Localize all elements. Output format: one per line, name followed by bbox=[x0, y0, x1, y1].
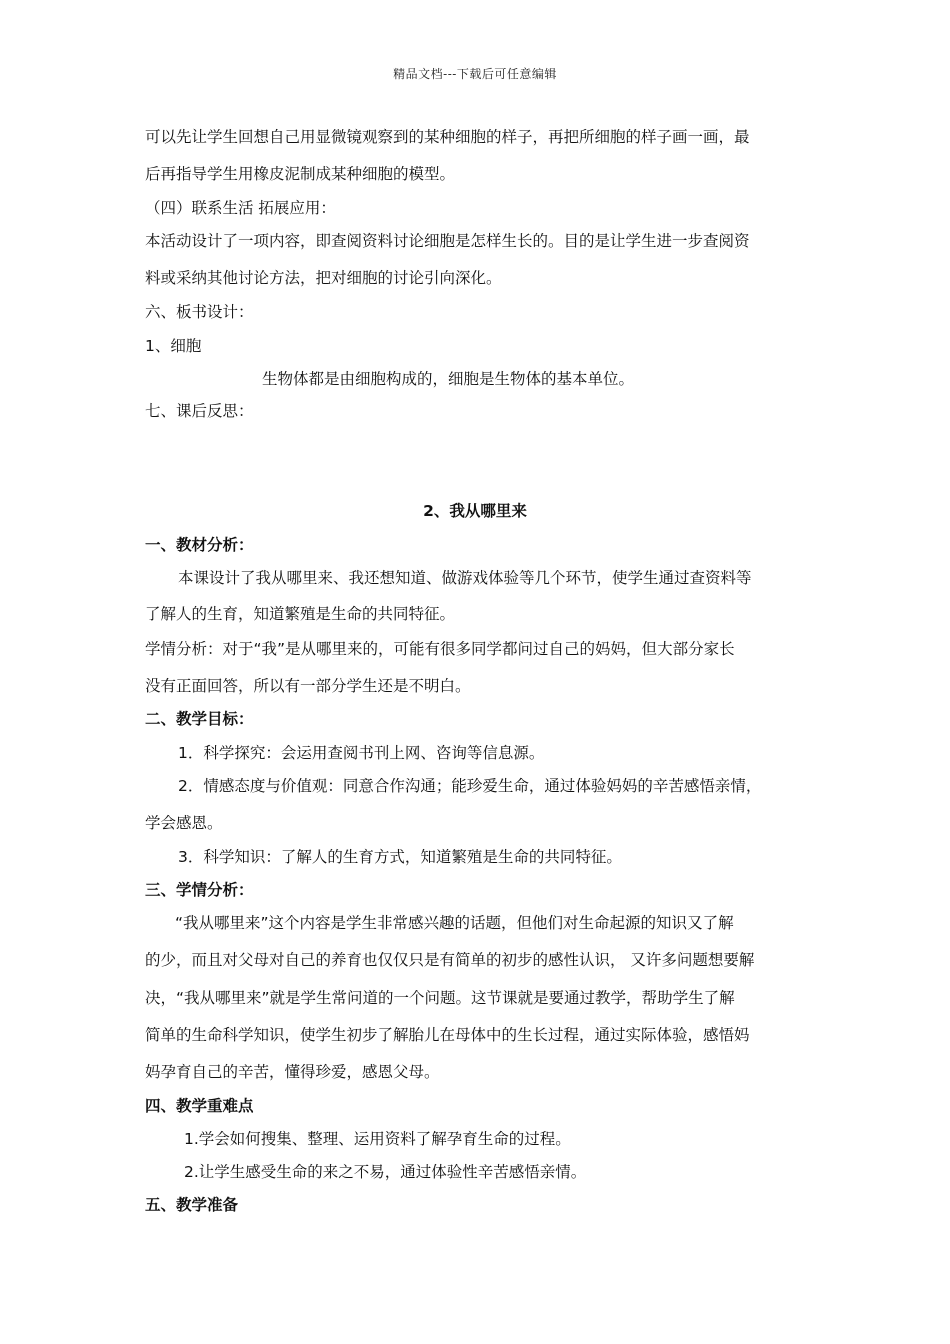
section-heading: 七、课后反思： bbox=[145, 402, 254, 420]
goal-item: 1．科学探究：会运用查阅书刊上网、咨询等信息源。 bbox=[178, 744, 545, 762]
goal-item: 学会感恩。 bbox=[145, 814, 223, 832]
key-point-item: 2.让学生感受生命的来之不易，通过体验性辛苦感悟亲情。 bbox=[184, 1163, 587, 1181]
paragraph-line: “我从哪里来”这个内容是学生非常感兴趣的话题，但他们对生命起源的知识又了解 bbox=[175, 914, 734, 932]
paragraph-line: 本活动设计了一项内容，即查阅资料讨论细胞是怎样生长的。目的是让学生进一步查阅资 bbox=[145, 232, 750, 250]
paragraph-line: 简单的生命科学知识，使学生初步了解胎儿在母体中的生长过程，通过实际体验，感悟妈 bbox=[145, 1026, 750, 1044]
board-item: 1、细胞 bbox=[145, 337, 202, 355]
section-heading: 六、板书设计： bbox=[145, 303, 254, 321]
section-heading: 一、教材分析： bbox=[145, 536, 254, 554]
goal-item: 3．科学知识：了解人的生育方式，知道繁殖是生命的共同特征。 bbox=[178, 848, 622, 866]
paragraph-line: 可以先让学生回想自己用显微镜观察到的某种细胞的样子，再把所细胞的样子画一画，最 bbox=[145, 128, 750, 146]
paragraph-line: 后再指导学生用橡皮泥制成某种细胞的模型。 bbox=[145, 165, 456, 183]
board-text: 生物体都是由细胞构成的，细胞是生物体的基本单位。 bbox=[262, 370, 635, 388]
paragraph-line: 了解人的生育，知道繁殖是生命的共同特征。 bbox=[145, 605, 456, 623]
lesson-title: 2、我从哪里来 bbox=[423, 502, 527, 520]
goal-item: 2．情感态度与价值观：同意合作沟通；能珍爱生命，通过体验妈妈的辛苦感悟亲情， bbox=[178, 777, 762, 795]
section-heading: 四、教学重难点 bbox=[145, 1097, 254, 1115]
paragraph-line: 妈孕育自己的辛苦，懂得珍爱，感恩父母。 bbox=[145, 1063, 440, 1081]
paragraph-line: 学情分析：对于“我”是从哪里来的，可能有很多同学都问过自己的妈妈，但大部分家长 bbox=[145, 640, 735, 658]
key-point-item: 1.学会如何搜集、整理、运用资料了解孕育生命的过程。 bbox=[184, 1130, 571, 1148]
section-heading: 五、教学准备 bbox=[145, 1196, 239, 1214]
paragraph-line: 没有正面回答，所以有一部分学生还是不明白。 bbox=[145, 677, 471, 695]
page-header: 精品文档---下载后可任意编辑 bbox=[393, 67, 557, 81]
paragraph-line: 的少，而且对父母对自己的养育也仅仅只是有简单的初步的感性认识， 又许多问题想要解 bbox=[145, 951, 755, 969]
paragraph-line: 本课设计了我从哪里来、我还想知道、做游戏体验等几个环节，使学生通过查资料等 bbox=[178, 569, 752, 587]
section-heading: 三、学情分析： bbox=[145, 881, 254, 899]
paragraph-line: 料或采纳其他讨论方法，把对细胞的讨论引向深化。 bbox=[145, 269, 502, 287]
paragraph-line: 决，“我从哪里来”就是学生常问道的一个问题。这节课就是要通过教学，帮助学生了解 bbox=[145, 989, 735, 1007]
section-heading: （四）联系生活 拓展应用： bbox=[145, 199, 336, 217]
section-heading: 二、教学目标： bbox=[145, 710, 254, 728]
